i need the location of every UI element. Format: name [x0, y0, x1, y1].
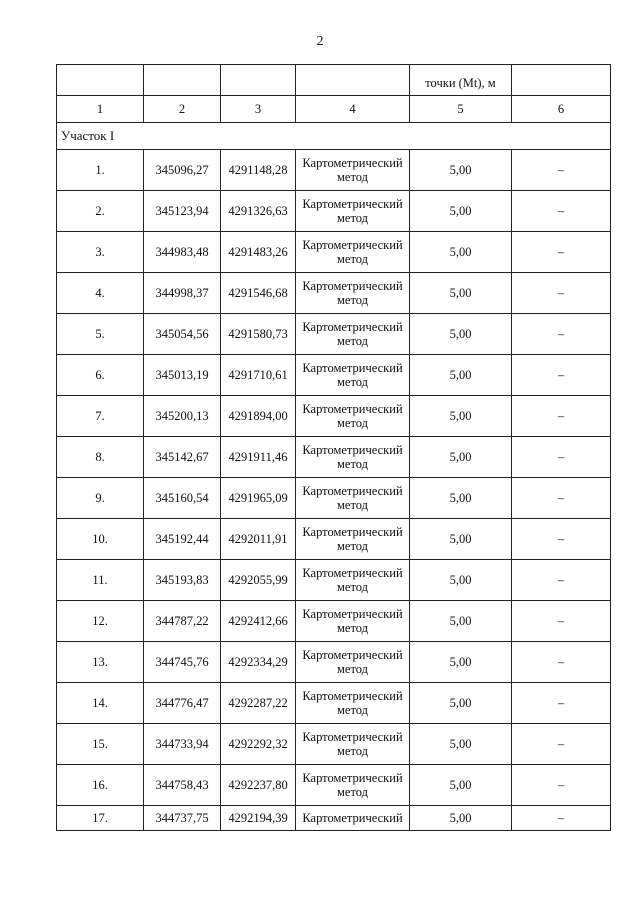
description-value: –	[512, 560, 611, 601]
method-cell	[296, 191, 410, 232]
accuracy-value: 5,00	[410, 478, 512, 519]
method-cell	[296, 601, 410, 642]
description-value: –	[512, 519, 611, 560]
point-number: 12.	[57, 601, 144, 642]
method-cell	[296, 314, 410, 355]
coordinates-table	[56, 64, 611, 831]
coordinate-y: 4291483,26	[221, 232, 296, 273]
method-line-2: метод	[336, 580, 368, 594]
column-number: 5	[410, 96, 512, 123]
coordinate-x: 344776,47	[144, 683, 221, 724]
header-cell	[57, 65, 144, 96]
coordinate-y: 4291546,68	[221, 273, 296, 314]
column-number: 2	[144, 96, 221, 123]
method-line-2: метод	[336, 785, 368, 799]
table-row	[57, 806, 611, 831]
coordinate-x: 344998,37	[144, 273, 221, 314]
point-number: 14.	[57, 683, 144, 724]
column-number: 6	[512, 96, 611, 123]
accuracy-value: 5,00	[410, 519, 512, 560]
method-line-1: Картометрический	[302, 525, 403, 539]
method-line-1: Картометрический	[302, 566, 403, 580]
accuracy-value: 5,00	[410, 765, 512, 806]
description-value: –	[512, 355, 611, 396]
coordinate-x: 345192,44	[144, 519, 221, 560]
accuracy-value: 5,00	[410, 806, 512, 831]
method-line-1: Картометрический	[302, 730, 403, 744]
method-line-2: метод	[336, 334, 368, 348]
method-cell	[296, 355, 410, 396]
method-line-2: метод	[336, 744, 368, 758]
method-line-1: Картометрический	[302, 402, 403, 416]
method-line-2: метод	[336, 703, 368, 717]
method-cell	[296, 478, 410, 519]
method-line-2: метод	[336, 252, 368, 266]
coordinate-x: 345013,19	[144, 355, 221, 396]
coordinate-y: 4292287,22	[221, 683, 296, 724]
description-value: –	[512, 437, 611, 478]
method-line-1: Картометрический	[302, 648, 403, 662]
description-value: –	[512, 683, 611, 724]
point-number: 5.	[57, 314, 144, 355]
point-number: 8.	[57, 437, 144, 478]
coordinate-y: 4291894,00	[221, 396, 296, 437]
table-row	[57, 724, 611, 765]
accuracy-value: 5,00	[410, 601, 512, 642]
page-number: 2	[316, 34, 324, 49]
column-number-row	[57, 96, 611, 123]
description-value: –	[512, 273, 611, 314]
header-cell	[221, 65, 296, 96]
coordinate-x: 345160,54	[144, 478, 221, 519]
description-value: –	[512, 150, 611, 191]
method-line-1: Картометрический	[302, 279, 403, 293]
coordinate-y: 4292237,80	[221, 765, 296, 806]
method-line-2: метод	[336, 170, 368, 184]
header-cell	[296, 65, 410, 96]
method-cell	[296, 232, 410, 273]
accuracy-value: 5,00	[410, 232, 512, 273]
description-value: –	[512, 478, 611, 519]
description-value: –	[512, 765, 611, 806]
accuracy-value: 5,00	[410, 273, 512, 314]
coordinate-x: 344737,75	[144, 806, 221, 831]
method-line-2: метод	[336, 457, 368, 471]
method-cell: Картометрический	[296, 806, 410, 831]
method-line-2: метод	[336, 416, 368, 430]
table-row	[57, 191, 611, 232]
header-cell-accuracy: точки (Mt), м	[410, 65, 512, 96]
coordinate-x: 345200,13	[144, 396, 221, 437]
method-line-1: Картометрический	[302, 361, 403, 375]
table-header-row	[57, 65, 611, 96]
description-value: –	[512, 601, 611, 642]
accuracy-value: 5,00	[410, 724, 512, 765]
point-number: 13.	[57, 642, 144, 683]
column-number: 3	[221, 96, 296, 123]
table-row	[57, 396, 611, 437]
accuracy-value: 5,00	[410, 642, 512, 683]
table-row	[57, 683, 611, 724]
section-label: Участок I	[57, 123, 611, 150]
coordinate-y: 4292055,99	[221, 560, 296, 601]
method-line-1: Картометрический	[302, 443, 403, 457]
description-value: –	[512, 806, 611, 831]
method-cell	[296, 642, 410, 683]
table-row	[57, 355, 611, 396]
method-line-2: метод	[336, 498, 368, 512]
method-cell	[296, 724, 410, 765]
coordinate-y: 4291148,28	[221, 150, 296, 191]
table-row	[57, 478, 611, 519]
point-number: 15.	[57, 724, 144, 765]
point-number: 11.	[57, 560, 144, 601]
header-cell	[144, 65, 221, 96]
method-cell	[296, 519, 410, 560]
description-value: –	[512, 642, 611, 683]
table-row	[57, 150, 611, 191]
point-number: 16.	[57, 765, 144, 806]
point-number: 3.	[57, 232, 144, 273]
method-line-2: метод	[336, 211, 368, 225]
coordinate-x: 345054,56	[144, 314, 221, 355]
coordinate-y: 4291580,73	[221, 314, 296, 355]
accuracy-value: 5,00	[410, 355, 512, 396]
accuracy-value: 5,00	[410, 314, 512, 355]
table-row	[57, 560, 611, 601]
coordinate-y: 4291911,46	[221, 437, 296, 478]
coordinate-x: 345123,94	[144, 191, 221, 232]
table-row	[57, 765, 611, 806]
point-number: 7.	[57, 396, 144, 437]
accuracy-value: 5,00	[410, 396, 512, 437]
point-number: 4.	[57, 273, 144, 314]
table-row	[57, 601, 611, 642]
coordinate-x: 344983,48	[144, 232, 221, 273]
table-row	[57, 232, 611, 273]
coordinate-x: 344745,76	[144, 642, 221, 683]
method-cell	[296, 150, 410, 191]
description-value: –	[512, 314, 611, 355]
coordinate-y: 4291965,09	[221, 478, 296, 519]
coordinate-y: 4292011,91	[221, 519, 296, 560]
table-row	[57, 314, 611, 355]
method-line-1: Картометрический	[302, 689, 403, 703]
method-cell	[296, 683, 410, 724]
accuracy-value: 5,00	[410, 683, 512, 724]
coordinate-x: 345096,27	[144, 150, 221, 191]
method-line-1: Картометрический	[302, 320, 403, 334]
method-cell	[296, 765, 410, 806]
table-row	[57, 437, 611, 478]
point-number: 10.	[57, 519, 144, 560]
method-line-1: Картометрический	[302, 771, 403, 785]
coordinate-y: 4292412,66	[221, 601, 296, 642]
method-line-2: метод	[336, 662, 368, 676]
accuracy-value: 5,00	[410, 191, 512, 232]
description-value: –	[512, 232, 611, 273]
point-number: 2.	[57, 191, 144, 232]
point-number: 17.	[57, 806, 144, 831]
description-value: –	[512, 724, 611, 765]
method-cell	[296, 396, 410, 437]
coordinate-x: 344787,22	[144, 601, 221, 642]
method-line-2: метод	[336, 621, 368, 635]
method-line-2: метод	[336, 293, 368, 307]
coordinate-x: 344733,94	[144, 724, 221, 765]
column-number: 4	[296, 96, 410, 123]
table-row	[57, 642, 611, 683]
coordinate-y: 4292194,39	[221, 806, 296, 831]
method-line-2: метод	[336, 539, 368, 553]
point-number: 6.	[57, 355, 144, 396]
method-line-1: Картометрический	[302, 156, 403, 170]
coordinate-y: 4292292,32	[221, 724, 296, 765]
description-value: –	[512, 396, 611, 437]
section-row	[57, 123, 611, 150]
method-line-1: Картометрический	[302, 197, 403, 211]
method-line-1: Картометрический	[302, 607, 403, 621]
method-line-1: Картометрический	[302, 238, 403, 252]
method-cell	[296, 560, 410, 601]
coordinate-y: 4292334,29	[221, 642, 296, 683]
method-cell	[296, 273, 410, 314]
description-value: –	[512, 191, 611, 232]
header-cell	[512, 65, 611, 96]
column-number: 1	[57, 96, 144, 123]
coordinate-y: 4291710,61	[221, 355, 296, 396]
point-number: 9.	[57, 478, 144, 519]
coordinate-y: 4291326,63	[221, 191, 296, 232]
coordinate-x: 345142,67	[144, 437, 221, 478]
coordinate-x: 344758,43	[144, 765, 221, 806]
accuracy-value: 5,00	[410, 437, 512, 478]
table-row	[57, 519, 611, 560]
method-cell	[296, 437, 410, 478]
coordinate-x: 345193,83	[144, 560, 221, 601]
method-line-1: Картометрический	[302, 484, 403, 498]
accuracy-value: 5,00	[410, 560, 512, 601]
method-line-2: метод	[336, 375, 368, 389]
table-row	[57, 273, 611, 314]
point-number: 1.	[57, 150, 144, 191]
accuracy-value: 5,00	[410, 150, 512, 191]
